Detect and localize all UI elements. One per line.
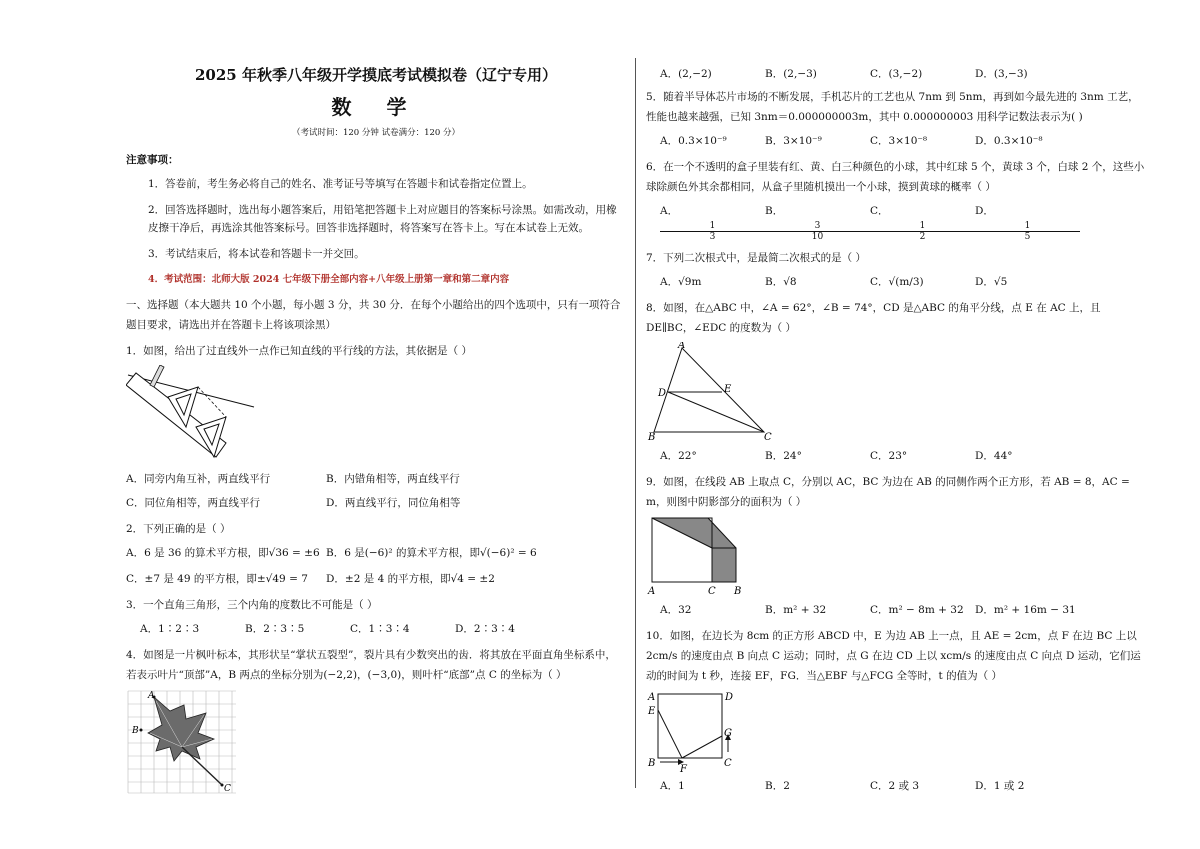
question-2 [126,519,626,589]
label-c: C [724,758,732,769]
question-10 [646,626,1146,796]
question-1-options-row2 [126,493,626,513]
question-10-stem: 10．如图，在边长为 8cm 的正方形 ABCD 中，E 为边 AB 上一点，且 AE = 2cm，点 F 在边 BC 上以 2cm/s 的速度由点 B 向点 C 运动；同时，点 G 在边 CD 上以 xcm/s 的速度由点 C 向点 D 运动，它们运动的时间为 t 秒，连接 EF，FG．当△EBF 与△FCG 全等时，t 的值为（ ） [646,630,1141,682]
label-e: E [724,384,732,395]
option-c[interactable]: C．m² − 8m + 32 [870,604,964,616]
question-2-stem: 2．下列正确的是（ ） [126,523,231,535]
option-a[interactable]: A．32 [660,604,692,616]
question-1 [126,341,626,513]
option-c[interactable]: C．23° [870,450,908,462]
question-5-options [660,131,1146,151]
question-4 [126,645,626,795]
question-9-options [660,600,1146,620]
notes-heading: 注意事项： [126,154,179,166]
label-e: E [648,706,656,717]
question-8-options [660,446,1146,466]
question-4-options [660,66,1146,81]
option-c[interactable]: C．√(m/3) [870,276,924,288]
note-item: 3．考试结束后，将本试卷和答题卡一并交回。 [148,248,365,260]
question-7-options [660,272,1146,292]
label-d: D [658,388,667,399]
question-5-stem: 5．随着半导体芯片市场的不断发展，手机芯片的工艺也从 7nm 到 5nm，再到如今最先进的 3nm 工艺，性能也越来越强，已知 3nm＝0.000000003m，其中 0.000000003 用科学记数法表示为( ) [646,91,1139,123]
option-b[interactable]: B．m² + 32 [765,604,827,616]
question-9 [646,472,1146,620]
section-heading: 一、选择题（本大题共 10 个小题，每小题 3 分，共 30 分．在每个小题给出的四个选项中，只有一项符合题目要求，请选出并在答题卡上将该项涂黑） [126,299,621,331]
exam-title: 2025 年秋季八年级开学摸底考试模拟卷（辽宁专用） [195,66,557,84]
two-squares-figure [646,516,756,596]
option-a[interactable]: A．22° [660,450,697,462]
option-d[interactable]: D．m² + 16m − 31 [975,604,1076,616]
question-6 [646,157,1146,242]
option-b[interactable]: B．24° [765,450,802,462]
maple-leaf-figure [126,689,238,795]
question-1-options [126,469,626,489]
option-b[interactable]: B．3×10⁻⁹ [765,135,822,147]
option-a[interactable]: A．1 [660,780,685,792]
label-a: A [148,691,155,701]
label-b: B [648,758,656,769]
label-g: G [724,728,732,739]
option-d[interactable]: D．2∶3∶4 [455,623,515,635]
question-3 [126,595,626,639]
triangle-abc-figure [646,342,776,442]
square-abcd-figure [646,690,746,772]
option-c[interactable]: C．(3,−2) [870,68,923,80]
option-b[interactable]: B．6 是(−6)² 的算术平方根，即√(−6)² = 6 [326,547,537,559]
option-a[interactable]: A．1∶2∶3 [140,623,200,635]
option-a[interactable]: A． $\frac{1}{3}$ [660,201,765,242]
exam-info: （考试时间：120 分钟 试卷满分：120 分） [291,128,461,138]
column-divider [635,58,636,788]
question-9-stem: 9．如图，在线段 AB 上取点 C，分别以 AC，BC 为边在 AB 的同侧作两个正方形，若 AB = 8，AC = m，则图中阴影部分的面积为（ ） [646,476,1130,508]
right-column [646,58,1146,796]
question-3-options [140,619,626,639]
option-b[interactable]: B．内错角相等，两直线平行 [326,473,460,485]
option-d[interactable]: D．√5 [975,276,1008,288]
option-b[interactable]: B．(2,−3) [765,68,817,80]
question-5 [646,87,1146,151]
question-4-stem: 4．如图是一片枫叶标本，其形状呈“掌状五裂型”，裂片具有少数突出的齿．将其放在平面直角坐标系中，若表示叶片“顶部”A，B 两点的坐标分别为(−2,2)，(−3,0)，则叶杆“底部”点 C 的坐标为（ ） [126,649,616,681]
option-b[interactable]: B．√8 [765,276,797,288]
option-d[interactable]: D．±2 是 4 的平方根，即√4 = ±2 [326,573,495,585]
option-a[interactable]: A．6 是 36 的算术平方根，即√36 = ±6 [126,547,320,559]
question-3-stem: 3．一个直角三角形，三个内角的度数比不可能是（ ） [126,599,378,611]
label-b: B [734,586,742,596]
option-c[interactable]: C．2 或 3 [870,780,920,792]
question-1-stem: 1．如图，给出了过直线外一点作已知直线的平行线的方法，其依据是（ ） [126,345,473,357]
option-c[interactable]: C．1∶3∶4 [350,623,410,635]
question-8 [646,298,1146,466]
note-item: 1．答卷前，考生务必将自己的姓名、准考证号等填写在答题卡和试卷指定位置上。 [148,178,533,190]
option-c[interactable]: C．±7 是 49 的平方根，即±√49 = 7 [126,573,308,585]
question-2-options [126,543,626,563]
option-a[interactable]: A．(2,−2) [660,68,712,80]
option-d[interactable]: D．44° [975,450,1013,462]
question-10-options [660,776,1146,796]
label-c: C [764,432,772,442]
option-c[interactable]: C． $\frac{1}{2}$ [870,201,975,242]
label-f: F [680,764,687,772]
label-d: D [725,692,734,703]
option-a[interactable]: A．0.3×10⁻⁹ [660,135,727,147]
option-d[interactable]: D．1 或 2 [975,780,1025,792]
question-2-options-row2 [126,569,626,589]
label-b: B [648,432,656,442]
label-a: A [678,342,686,351]
label-b: B [132,726,139,736]
exam-scope-note: 4．考试范围：北师大版 2024 七年级下册全部内容+八年级上册第一章和第二章内容 [148,274,510,285]
label-c: C [708,586,716,596]
question-7 [646,248,1146,292]
option-c[interactable]: C．3×10⁻⁸ [870,135,928,147]
option-d[interactable]: D．两直线平行，同位角相等 [326,497,461,509]
option-b[interactable]: B．2∶3∶5 [245,623,305,635]
parallel-ruler-figure [126,365,256,465]
question-6-options [660,201,1146,242]
label-c: C [224,784,231,794]
option-a[interactable]: A．√9m [660,276,702,288]
option-d[interactable]: D． $\frac{1}{5}$ [975,201,1080,242]
left-column [126,58,626,795]
note-item: 2．回答选择题时，选出每小题答案后，用铅笔把答题卡上对应题目的答案标号涂黑。如需改动，用橡皮擦干净后，再选涂其他答案标号。回答非选择题时，将答案写在答卡上。写在本试卷上无效。 [148,204,617,234]
option-b[interactable]: B．2 [765,780,790,792]
question-8-stem: 8．如图，在△ABC 中，∠A = 62°，∠B = 74°，CD 是△ABC 的角平分线，点 E 在 AC 上，且 DE∥BC，∠EDC 的度数为（ ） [646,302,1101,334]
subject-title: 数 学 [331,95,421,119]
option-b[interactable]: B． $\frac{3}{10}$ [765,201,870,242]
option-c[interactable]: C．同位角相等，两直线平行 [126,497,261,509]
option-a[interactable]: A．同旁内角互补，两直线平行 [126,473,271,485]
label-a: A [648,692,656,703]
question-7-stem: 7．下列二次根式中，是最简二次根式的是（ ） [646,252,867,264]
option-d[interactable]: D．(3,−3) [975,68,1028,80]
option-d[interactable]: D．0.3×10⁻⁸ [975,135,1043,147]
question-6-stem: 6．在一个不透明的盒子里装有红、黄、白三种颜色的小球，其中红球 5 个，黄球 3 个，白球 2 个，这些小球除颜色外其余都相同，从盒子里随机摸出一个小球，摸到黄球的概率（ ） [646,161,1145,193]
label-a: A [648,586,656,596]
